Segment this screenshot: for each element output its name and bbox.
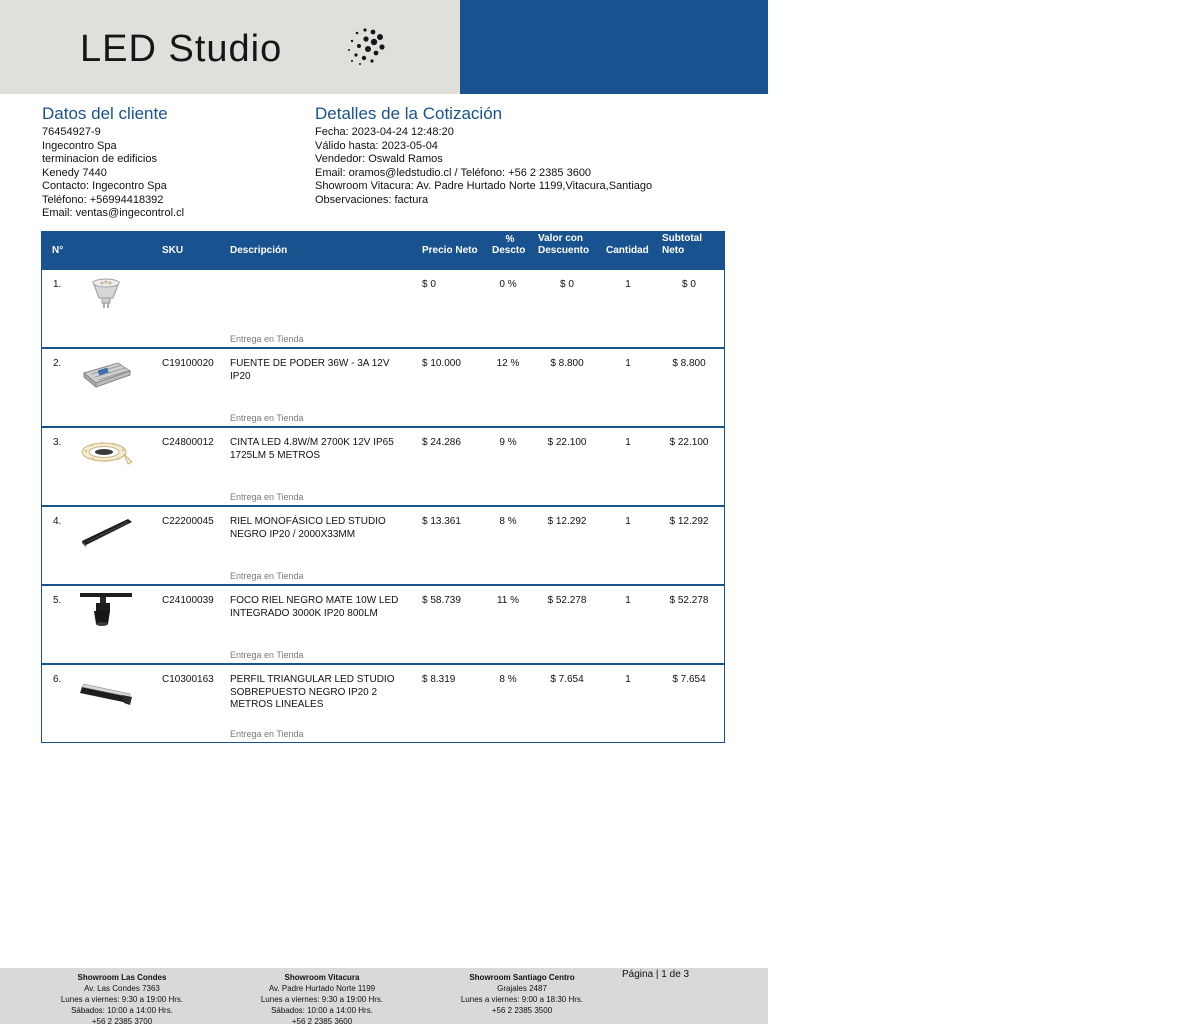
led-strip-image — [78, 432, 134, 472]
footer-line: +56 2 2385 3700 — [91, 1017, 153, 1026]
precio-neto: $ 58.739 — [422, 595, 461, 606]
sku: C24100039 — [162, 595, 214, 606]
details-line: Observaciones: factura — [315, 193, 429, 206]
description: RIEL MONOFÁSICO LED STUDIO NEGRO IP20 / 2000X33MM — [230, 516, 386, 540]
page-indicator: Página | 1 de 3 — [622, 969, 690, 980]
subtotal-neto: $ 22.100 — [669, 437, 709, 448]
valor-con-descuento: $ 22.100 — [547, 437, 587, 448]
header-cantidad: Cantidad — [606, 245, 649, 256]
cantidad: 1 — [625, 516, 631, 527]
footer-line: Grajales 2487 — [497, 984, 547, 993]
aluminum-profile-image — [78, 669, 134, 709]
delivery-note: Entrega en Tienda — [230, 492, 304, 502]
row-number: 2. — [53, 358, 62, 369]
precio-neto: $ 8.319 — [422, 674, 456, 685]
client-line: Kenedy 7440 — [42, 166, 107, 179]
footer-line: +56 2 2385 3600 — [291, 1017, 353, 1026]
footer-line: Av. Las Condes 7363 — [84, 984, 160, 993]
precio-neto: $ 13.361 — [422, 516, 461, 527]
delivery-note: Entrega en Tienda — [230, 334, 304, 344]
footer-line: Lunes a viernes: 9:30 a 19:00 Hrs. — [260, 995, 384, 1004]
header-n: N° — [52, 245, 64, 256]
client-line: Teléfono: +56994418392 — [42, 193, 164, 206]
header-valor-2: Descuento — [538, 245, 590, 256]
footer-showroom-vitacura — [240, 972, 404, 1027]
footer — [0, 968, 768, 1024]
footer-line: +56 2 2385 3500 — [491, 1006, 553, 1015]
table-header — [42, 232, 724, 270]
header-descto-2: Descto — [492, 245, 526, 256]
header-quote-area — [460, 0, 1186, 94]
delivery-note: Entrega en Tienda — [230, 729, 304, 739]
footer-showroom-title: Showroom Vitacura — [284, 973, 360, 982]
sku: C19100020 — [162, 358, 214, 369]
subtotal-neto: $ 52.278 — [669, 595, 709, 606]
footer-showroom-title: Showroom Santiago Centro — [469, 973, 575, 982]
header-logo-area — [0, 0, 460, 94]
delivery-note: Entrega en Tienda — [230, 650, 304, 660]
details-line: Email: oramos@ledstudio.cl / Teléfono: +56 2 2385 3600 — [315, 166, 592, 179]
client-line: 76454927-9 — [42, 126, 101, 138]
description: CINTA LED 4.8W/M 2700K 12V IP65 1725LM 5 METROS — [230, 437, 394, 461]
row-number: 5. — [53, 595, 62, 606]
details-line: Fecha: 2023-04-24 12:48:20 — [315, 126, 454, 138]
footer-showroom-title: Showroom Las Condes — [77, 973, 167, 982]
descuento-pct: 8 % — [499, 674, 517, 685]
header-precio-neto: Precio Neto — [422, 245, 478, 256]
cantidad: 1 — [625, 279, 631, 290]
description: FOCO RIEL NEGRO MATE 10W LED INTEGRADO 3000K IP20 800LM — [230, 595, 399, 619]
delivery-note: Entrega en Tienda — [230, 413, 304, 423]
rail-image — [78, 511, 134, 551]
description: FUENTE DE PODER 36W - 3A 12V IP20 — [230, 358, 390, 382]
subtotal-neto: $ 0 — [682, 279, 696, 290]
valor-con-descuento: $ 8.800 — [550, 358, 584, 369]
row-number: 1. — [53, 279, 62, 290]
cantidad: 1 — [625, 437, 631, 448]
header-valor-1: Valor con — [538, 233, 584, 244]
logo-wordmark: LED Studio — [80, 28, 283, 70]
client-line: terminacion de edificios — [42, 153, 157, 165]
description: PERFIL TRIANGULAR LED STUDIO SOBREPUESTO NEGRO IP20 2 METROS LINEALES — [230, 674, 395, 710]
details-line: Vendedor: Oswald Ramos — [315, 153, 443, 165]
details-line: Showroom Vitacura: Av. Padre Hurtado Norte 1199,Vitacura,Santiago — [315, 180, 653, 192]
footer-line: Sábados: 10:00 a 14:00 Hrs. — [71, 1006, 173, 1015]
descuento-pct: 9 % — [499, 437, 517, 448]
header-sku: SKU — [162, 245, 184, 256]
descuento-pct: 11 % — [496, 595, 520, 606]
client-line: Ingecontro Spa — [42, 139, 117, 152]
quote-items-table — [41, 231, 725, 743]
precio-neto: $ 10.000 — [422, 358, 461, 369]
header-descto-1: % — [505, 234, 515, 245]
footer-line: Lunes a viernes: 9:30 a 19:00 Hrs. — [60, 995, 184, 1004]
client-email: Email: ventas@ingecontrol.cl — [42, 207, 185, 219]
subtotal-neto: $ 12.292 — [669, 516, 709, 527]
row-number: 6. — [53, 674, 62, 685]
descuento-pct: 8 % — [499, 516, 517, 527]
track-spotlight-image — [78, 590, 134, 630]
valor-con-descuento: $ 52.278 — [547, 595, 587, 606]
delivery-note: Entrega en Tienda — [230, 571, 304, 581]
footer-line: Sábados: 10:00 a 14:00 Hrs. — [271, 1006, 373, 1015]
client-line: Contacto: Ingecontro Spa — [42, 180, 167, 192]
footer-showroom-santiago-centro — [440, 972, 604, 1016]
valor-con-descuento: $ 7.654 — [550, 674, 584, 685]
header-subtotal-1: Subtotal — [662, 233, 702, 244]
row-number: 3. — [53, 437, 62, 448]
client-title: Datos del cliente — [42, 104, 168, 123]
table-row — [42, 428, 724, 507]
precio-neto: $ 0 — [422, 279, 436, 290]
sku: C10300163 — [162, 674, 214, 685]
table-row — [42, 270, 724, 349]
table-row — [42, 586, 724, 665]
descuento-pct: 0 % — [499, 279, 517, 290]
sku: C24800012 — [162, 437, 214, 448]
table-row — [42, 349, 724, 428]
table-row — [42, 665, 724, 744]
valor-con-descuento: $ 0 — [560, 279, 574, 290]
power-supply-image — [78, 353, 134, 393]
cantidad: 1 — [625, 595, 631, 606]
cantidad: 1 — [625, 674, 631, 685]
footer-line: Lunes a viernes: 9:00 a 18:30 Hrs. — [460, 995, 584, 1004]
descuento-pct: 12 % — [496, 358, 520, 369]
row-number: 4. — [53, 516, 62, 527]
footer-line: Av. Padre Hurtado Norte 1199 — [268, 984, 376, 993]
subtotal-neto: $ 8.800 — [672, 358, 706, 369]
led-bulb-image — [78, 274, 134, 314]
table-row — [42, 507, 724, 586]
subtotal-neto: $ 7.654 — [672, 674, 706, 685]
details-title: Detalles de la Cotización — [315, 104, 503, 123]
header-descripcion: Descripción — [230, 245, 288, 256]
quote-details — [315, 104, 745, 207]
client-info — [42, 104, 302, 221]
precio-neto: $ 24.286 — [422, 437, 461, 448]
header-subtotal-2: Neto — [662, 245, 685, 256]
valor-con-descuento: $ 12.292 — [547, 516, 587, 527]
sku: C22200045 — [162, 516, 214, 527]
logo-dots-icon — [343, 26, 387, 66]
details-line: Válido hasta: 2023-05-04 — [315, 139, 438, 152]
quote-number-title: COTIZACIÓN N°200963 — [946, 28, 1186, 53]
footer-showroom-las-condes — [40, 972, 204, 1027]
cantidad: 1 — [625, 358, 631, 369]
